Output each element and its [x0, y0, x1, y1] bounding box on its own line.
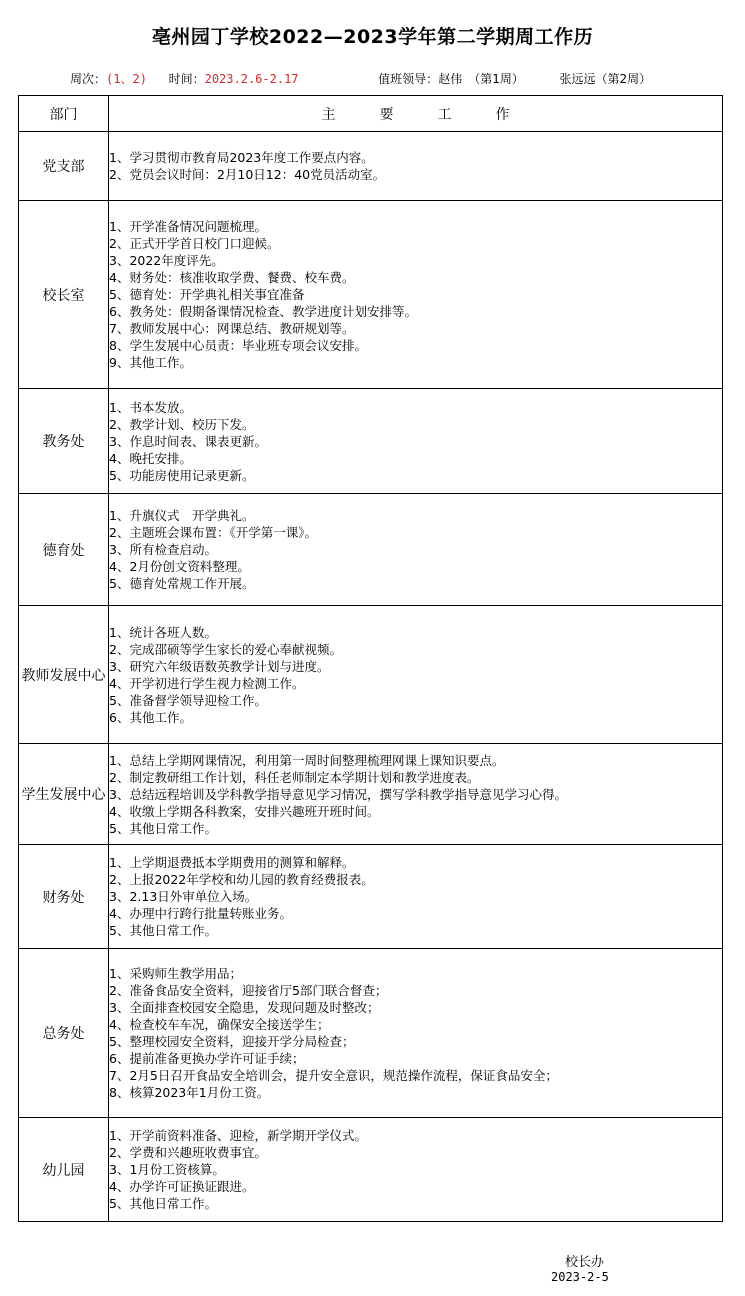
table-row: [19, 744, 723, 845]
work-item: 5、准备督学领导迎检工作。: [109, 692, 267, 708]
work-item: 2、学费和兴趣班收费事宜。: [109, 1145, 267, 1160]
work-item: 3、研究六年级语数英教学计划与进度。: [109, 658, 330, 674]
duty-leader-week1: 赵伟 （第1周）: [438, 72, 524, 86]
week-label: 周次：: [70, 72, 107, 86]
dept-cell: 德育处: [19, 494, 109, 606]
dept-cell: 学生发展中心: [19, 744, 109, 845]
work-item: 4、办学许可证换证跟进。: [109, 1179, 255, 1194]
work-item: 5、其他日常工作。: [109, 1196, 217, 1211]
work-item: 4、开学初进行学生视力检测工作。: [109, 675, 305, 691]
work-item: 1、总结上学期网课情况，利用第一周时间整理梳理网课上课知识要点。: [109, 752, 505, 768]
work-item: 1、书本发放。: [109, 399, 192, 415]
work-item: 7、教师发展中心：网课总结、教研规划等。: [109, 321, 355, 336]
work-item: 2、完成邵硕等学生家长的爱心奉献视频。: [109, 641, 342, 657]
work-item: 6、提前准备更换办学许可证手续；: [109, 1051, 305, 1066]
table-row: [19, 845, 723, 949]
work-item: 1、上学期退费抵本学期费用的测算和解释。: [109, 855, 355, 870]
dept-cell: 教师发展中心: [19, 606, 109, 744]
work-item: 3、作息时间表、课表更新。: [109, 433, 267, 449]
dept-cell: 总务处: [19, 949, 109, 1118]
dept-cell: 财务处: [19, 845, 109, 949]
weekly-schedule-table: [18, 95, 723, 1222]
table-row: [19, 949, 723, 1118]
work-cell: [109, 201, 723, 389]
dept-cell: 校长室: [19, 201, 109, 389]
work-item: 3、总结远程培训及学科教学指导意见学习情况，撰写学科教学指导意见学习心得。: [109, 786, 567, 802]
work-item: 3、全面排查校园安全隐患，发现问题及时整改；: [109, 1000, 380, 1015]
work-item: 2、准备食品安全资料，迎接省厅5部门联合督查；: [109, 983, 388, 998]
duty-label: 值班领导：: [378, 72, 439, 86]
week-value: (1、2): [106, 72, 147, 86]
work-cell: [109, 1118, 723, 1222]
work-item: 1、开学前资料准备、迎检，新学期开学仪式。: [109, 1128, 367, 1143]
work-item: 5、功能房使用记录更新。: [109, 467, 255, 483]
table-row: [19, 494, 723, 606]
work-item: 4、收缴上学期各科教案，安排兴趣班开班时间。: [109, 803, 380, 819]
work-cell: [109, 389, 723, 494]
work-item: 1、开学准备情况问题梳理。: [109, 219, 267, 234]
work-item: 6、教务处：假期备课情况检查、教学进度计划安排等。: [109, 304, 417, 319]
work-cell: [109, 494, 723, 606]
work-cell: [109, 606, 723, 744]
table-row: [19, 132, 723, 201]
work-item: 2、主题班会课布置：《开学第一课》。: [109, 525, 317, 540]
work-item: 5、其他日常工作。: [109, 923, 217, 938]
work-item: 5、德育处：开学典礼相关事宜准备: [109, 287, 305, 302]
work-item: 3、2022年度评先。: [109, 253, 224, 268]
table-row: [19, 1118, 723, 1222]
issue-date: 2023-2-5: [551, 1270, 609, 1284]
work-item: 4、财务处：核准收取学费、餐费、校车费。: [109, 270, 355, 285]
work-item: 3、所有检查启动。: [109, 542, 217, 557]
work-item: 5、德育处常规工作开展。: [109, 576, 255, 591]
dept-cell: 党支部: [19, 132, 109, 201]
work-item: 1、采购师生教学用品；: [109, 966, 242, 981]
work-item: 1、学习贯彻市教育局2023年度工作要点内容。: [109, 150, 374, 165]
work-item: 3、1月份工资核算。: [109, 1162, 225, 1177]
work-item: 4、2月份创文资料整理。: [109, 559, 250, 574]
issuer-office: 校长办: [565, 1255, 605, 1270]
header-main-work: 主 要 工 作: [109, 96, 723, 132]
work-cell: [109, 132, 723, 201]
work-item: 1、升旗仪式 开学典礼。: [109, 508, 255, 523]
work-item: 5、整理校园安全资料，迎接开学分局检查；: [109, 1034, 355, 1049]
table-row: [19, 606, 723, 744]
work-cell: [109, 744, 723, 845]
work-item: 9、其他工作。: [109, 355, 192, 370]
work-item: 2、正式开学首日校门口迎候。: [109, 236, 280, 251]
work-cell: [109, 845, 723, 949]
work-item: 4、办理中行跨行批量转账业务。: [109, 906, 292, 921]
table-row: [19, 201, 723, 389]
dept-cell: 教务处: [19, 389, 109, 494]
work-item: 6、其他工作。: [109, 709, 192, 725]
work-cell: [109, 949, 723, 1118]
work-item: 4、晚托安排。: [109, 450, 192, 466]
time-label: 时间：: [168, 72, 205, 86]
page-title: 亳州园丁学校2022—2023学年第二学期周工作历: [151, 26, 594, 48]
time-value: 2023.2.6-2.17: [204, 72, 299, 86]
duty-leader-week2: 张远远（第2周）: [559, 72, 652, 86]
table-row: [19, 389, 723, 494]
work-item: 1、统计各班人数。: [109, 624, 217, 640]
work-item: 2、制定教研组工作计划，科任老师制定本学期计划和教学进度表。: [109, 769, 480, 785]
schedule-meta: [70, 70, 730, 87]
work-item: 8、学生发展中心员责：毕业班专项会议安排。: [109, 338, 367, 353]
dept-cell: 幼儿园: [19, 1118, 109, 1222]
work-item: 7、2月5日召开食品安全培训会，提升安全意识，规范操作流程，保证食品安全；: [109, 1068, 558, 1083]
work-item: 3、2.13日外审单位入场。: [109, 889, 258, 904]
work-item: 4、检查校车车况，确保安全接送学生；: [109, 1017, 330, 1032]
work-item: 2、党员会议时间：2月10日12：40党员活动室。: [109, 167, 386, 182]
work-item: 2、教学计划、校历下发。: [109, 416, 255, 432]
table-header-row: [19, 96, 723, 132]
work-item: 5、其他日常工作。: [109, 820, 217, 836]
work-item: 2、上报2022年学校和幼儿园的教育经费报表。: [109, 872, 374, 887]
work-item: 8、核算2023年1月份工资。: [109, 1085, 270, 1100]
header-dept: 部门: [19, 96, 109, 132]
